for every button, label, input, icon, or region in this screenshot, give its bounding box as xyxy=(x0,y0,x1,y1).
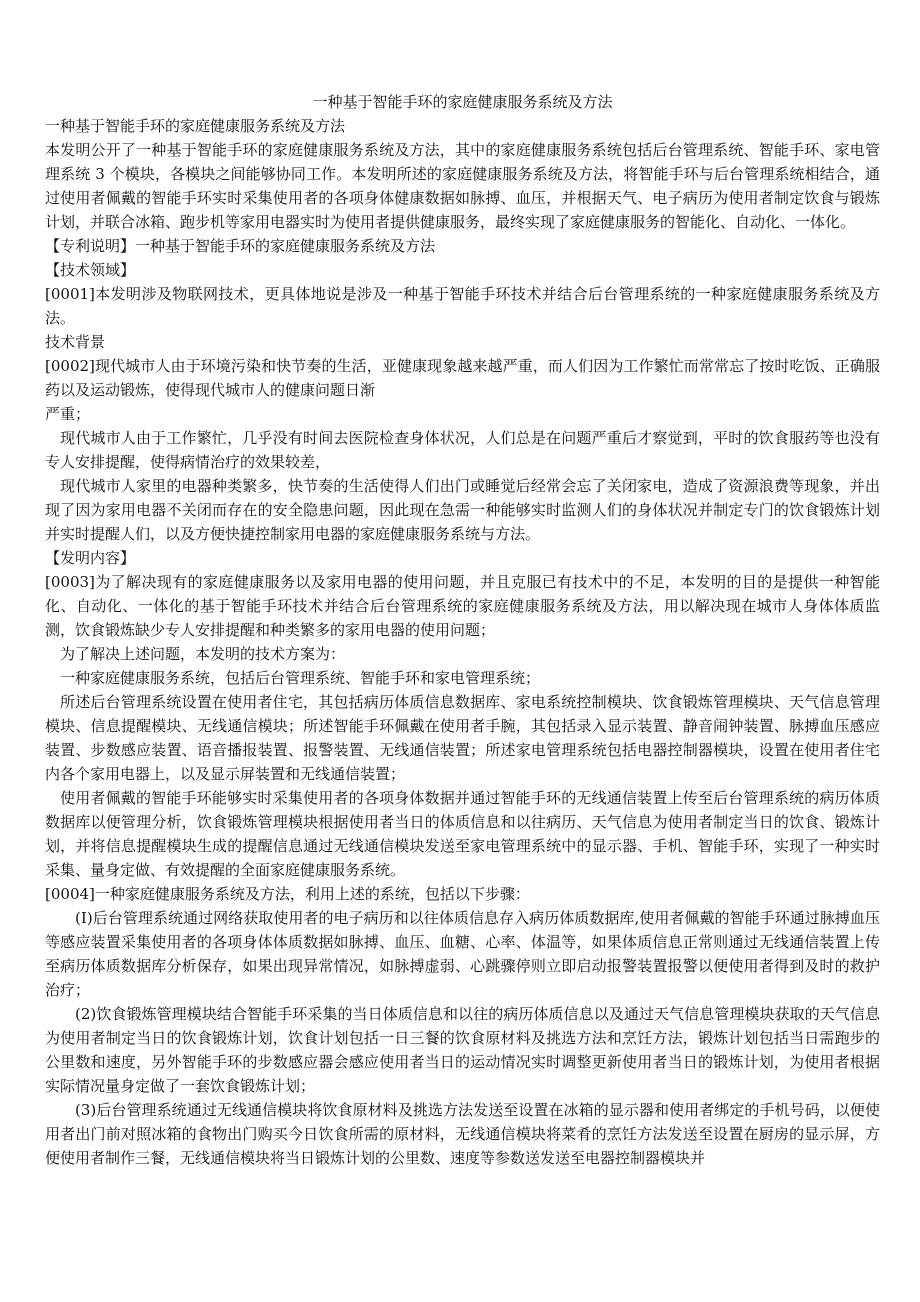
spec-heading: 【专利说明】一种基于智能手环的家庭健康服务系统及方法 xyxy=(45,237,436,255)
paragraph-0002: [0002]现代城市人由于环境污染和快节奏的生活，亚健康现象越来越严重，而人们因为工作繁忙而常常忘了按时吃饭、正确服药以及运动锻炼，使得现代城市人的健康问题日渐 xyxy=(45,357,880,399)
document-body xyxy=(45,114,880,1170)
scheme-paragraph-3: 使用者佩戴的智能手环能够实时采集使用者的各项身体数据并通过智能手环的无线通信装置上传至后台管理系统的病历体质数据库以便管理分析，饮食锻炼管理模块根据使用者当日的体质信息和以往病历、天气信息为使用者制定当日的饮食、锻炼计划，并将信息提醒模块生成的提醒信息通过无线通信模块发送至家电管理系统中的显示器、手机、智能手环，实现了一种实时采集、量身定做、有效提醒的全面家庭健康服务系统。 xyxy=(45,789,880,879)
scheme-paragraph-2: 所述后台管理系统设置在使用者住宅，其包括病历体质信息数据库、家电系统控制模块、饮食锻炼管理模块、天气信息管理模块、信息提醒模块、无线通信模块；所述智能手环佩戴在使用者手腕，其包括录入显示装置、静音闹钟装置、脉搏血压感应装置、步数感应装置、语音播报装置、报警装置、无线通信装置；所述家电管理系统包括电器控制器模块，设置在使用者住宅内各个家用电器上，以及显示屏装置和无线通信装置； xyxy=(45,693,880,783)
background-paragraph-2: 现代城市人由于工作繁忙，几乎没有时间去医院检查身体状况，人们总是在问题严重后才察觉到，平时的饮食服药等也没有专人安排提醒，使得病情治疗的效果较差， xyxy=(45,429,880,471)
abstract-paragraph: 本发明公开了一种基于智能手环的家庭健康服务系统及方法，其中的家庭健康服务系统包括后台管理系统、智能手环、家电管理系统 3 个模块，各模块之间能够协同工作。本发明所述的家庭健康服务系统及方法，将智能手环与后台管理系统相结合，通过使用者佩戴的智能手环实时采集使用者的各项身体健康数据如脉搏、血压，并根据天气、电子病历为使用者制定饮食与锻炼计划，并联合冰箱、跑步机等家用电器实时为使用者提供健康服务，最终实现了家庭健康服务的智能化、自动化、一体化。 xyxy=(45,141,880,231)
step-paragraph-2: (2)饮食锻炼管理模块结合智能手环采集的当日体质信息和以往的病历体质信息以及通过天气信息管理模块获取的天气信息为使用者制定当日的饮食锻炼计划，饮食计划包括一日三餐的饮食原材料及挑选方法和烹饪方法，锻炼计划包括当日需跑步的公里数和速度，另外智能手环的步数感应器会感应使用者当日的运动情况实时调整更新使用者当日的锻炼计划，为使用者根据实际情况量身定做了一套饮食锻炼计划； xyxy=(45,1005,880,1095)
scheme-intro: 为了解决上述问题，本发明的技术方案为： xyxy=(60,645,346,663)
paragraph-0001: [0001]本发明涉及物联网技术，更具体地说是涉及一种基于智能手环技术并结合后台管理系统的一种家庭健康服务系统及方法。 xyxy=(45,285,880,327)
paragraph-0003: [0003]为了解决现有的家庭健康服务以及家用电器的使用问题，并且克服已有技术中的不足，本发明的目的是提供一种智能化、自动化、一体化的基于智能手环技术并结合后台管理系统的家庭健康服务系统及方法，用以解决现在城市人身体体质监测，饮食锻炼缺少专人安排提醒和种类繁多的家用电器的使用问题； xyxy=(45,573,880,639)
step-paragraph-1: (Ⅰ)后台管理系统通过网络获取使用者的电子病历和以往体质信息存入病历体质数据库,使用者佩戴的智能手环通过脉搏血压等感应装置采集使用者的各项身体体质数据如脉搏、血压、血糖、心率、体温等，如果体质信息正常则通过无线通信装置上传至病历体质数据库分析保存，如果出现异常情况，如脉搏虚弱、心跳骤停则立即启动报警装置报警以便使用者得到及时的救护治疗； xyxy=(45,909,880,999)
step-paragraph-3: (3)后台管理系统通过无线通信模块将饮食原材料及挑选方法发送至设置在冰箱的显示器和使用者绑定的手机号码，以便使用者出门前对照冰箱的食物出门购买今日饮食所需的原材料，无线通信模块将菜肴的烹饪方法发送至设置在厨房的显示屏，方便使用者制作三餐，无线通信模块将当日锻炼计划的公里数、速度等参数送发送至电器控制器模块并 xyxy=(45,1101,880,1167)
scheme-paragraph-1: 一种家庭健康服务系统，包括后台管理系统、智能手环和家电管理系统； xyxy=(60,669,541,687)
subtitle-line: 一种基于智能手环的家庭健康服务系统及方法 xyxy=(45,117,346,135)
field-heading: 【技术领域】 xyxy=(45,261,136,279)
background-paragraph-3: 现代城市人家里的电器种类繁多，快节奏的生活使得人们出门或睡觉后经常会忘了关闭家电，造成了资源浪费等现象，并出现了因为家用电器不关闭而存在的安全隐患问题，因此现在急需一种能够实时监测人们的身体状况并制定专门的饮食锻炼计划并实时提醒人们，以及方便快捷控制家用电器的家庭健康服务系统与方法。 xyxy=(45,477,880,543)
paragraph-0002-continued: 严重； xyxy=(45,405,91,423)
background-heading: 技术背景 xyxy=(45,333,106,351)
paragraph-0004: [0004]一种家庭健康服务系统及方法，利用上述的系统，包括以下步骤： xyxy=(45,885,530,903)
document-title: 一种基于智能手环的家庭健康服务系统及方法 xyxy=(312,93,613,111)
invention-heading: 【发明内容】 xyxy=(45,549,136,567)
